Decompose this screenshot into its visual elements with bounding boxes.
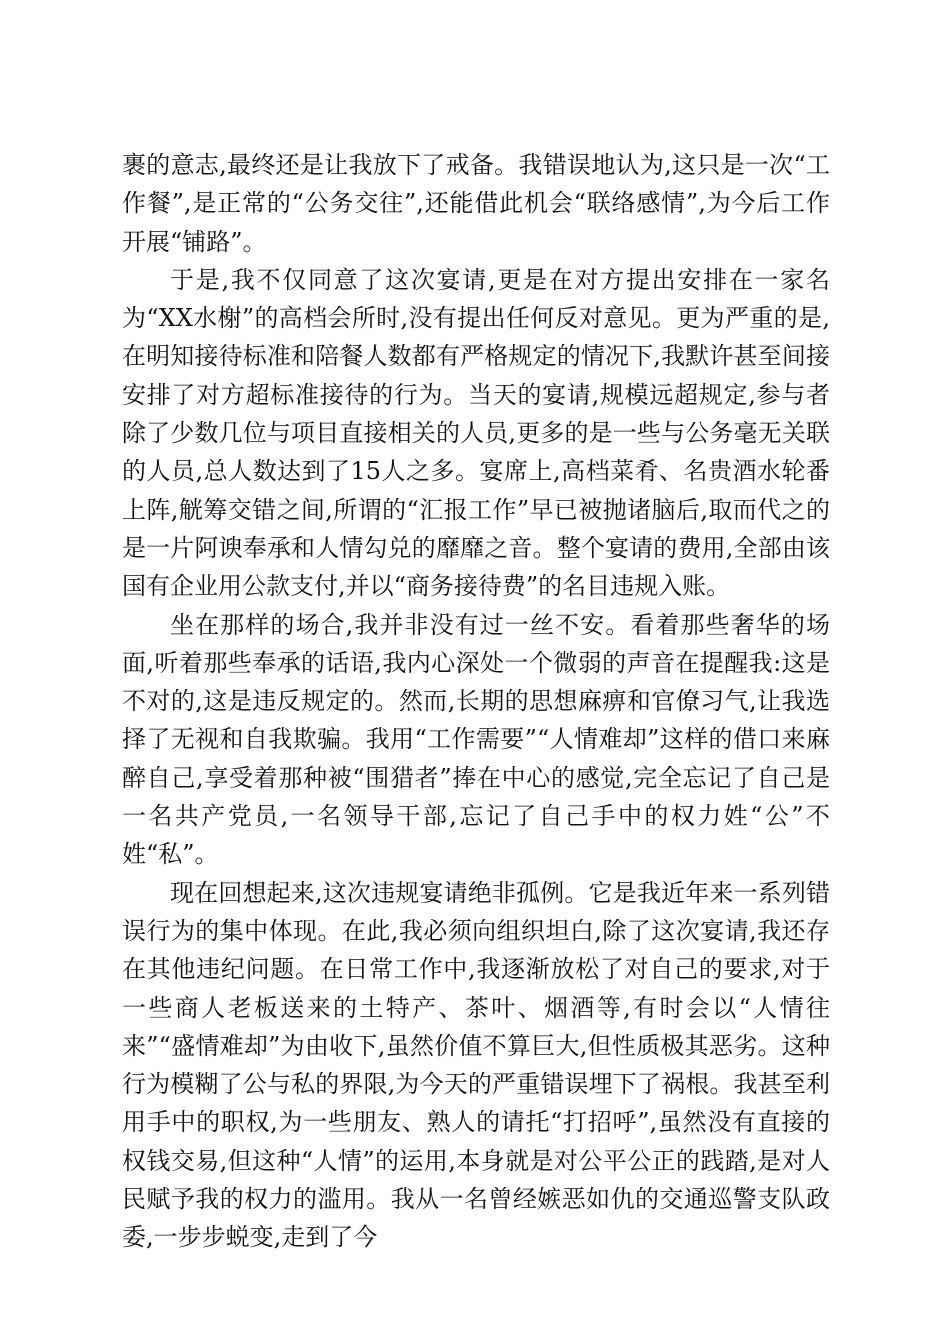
- paragraph-4: 现在回想起来,这次违规宴请绝非孤例。它是我近年来一系列错误行为的集中体现。在此,我必须向组织坦白,除了这次宴请,我还存在其他违纪问题。在日常工作中,我逐渐放松了对自己的要求,对于一些商人老板送来的土特产、茶叶、烟酒等,有时会以“人情往来”“盛情难却”为由收下,虽然价值不算巨大,但性质极其恶劣。这种行为模糊了公与私的界限,为今天的严重错误埋下了祸根。我甚至利用手中的职权,为一些朋友、熟人的请托“打招呼”,虽然没有直接的权钱交易,但这种“人情”的运用,本身就是对公平公正的践踏,是对人民赋予我的权力的滥用。我从一名曾经嫉恶如仇的交通巡警支队政委,一步步蜕变,走到了今: [122, 878, 830, 1252]
- paragraph-1: 裹的意志,最终还是让我放下了戒备。我错误地认为,这只是一次“工作餐”,是正常的“公务交往”,还能借此机会“联络感情”,为今后工作开展“铺路”。: [122, 151, 830, 256]
- paragraph-3: 坐在那样的场合,我并非没有过一丝不安。看着那些奢华的场面,听着那些奉承的话语,我内心深处一个微弱的声音在提醒我:这是不对的,这是违反规定的。然而,长期的思想麻痹和官僚习气,让我选择了无视和自我欺骗。我用“工作需要”“人情难却”这样的借口来麻醉自己,享受着那种被“围猎者”捧在中心的感觉,完全忘记了自己是一名共产党员,一名领导干部,忘记了自己手中的权力姓“公”不姓“私”。: [122, 610, 830, 869]
- document-page: [122, 146, 830, 1257]
- paragraph-2: 于是,我不仅同意了这次宴请,更是在对方提出安排在一家名为“XX水榭”的高档会所时,没有提出任何反对意见。更为严重的是,在明知接待标准和陪餐人数都有严格规定的情况下,我默许甚至间接安排了对方超标准接待的行为。当天的宴请,规模远超规定,参与者除了少数几位与项目直接相关的人员,更多的是一些与公务毫无关联的人员,总人数达到了15人之多。宴席上,高档菜肴、名贵酒水轮番上阵,觥筹交错之间,所谓的“汇报工作”早已被抛诸脑后,取而代之的是一片阿谀奉承和人情勾兑的靡靡之音。整个宴请的费用,全部由该国有企业用公款支付,并以“商务接待费”的名目违规入账。: [122, 265, 830, 601]
